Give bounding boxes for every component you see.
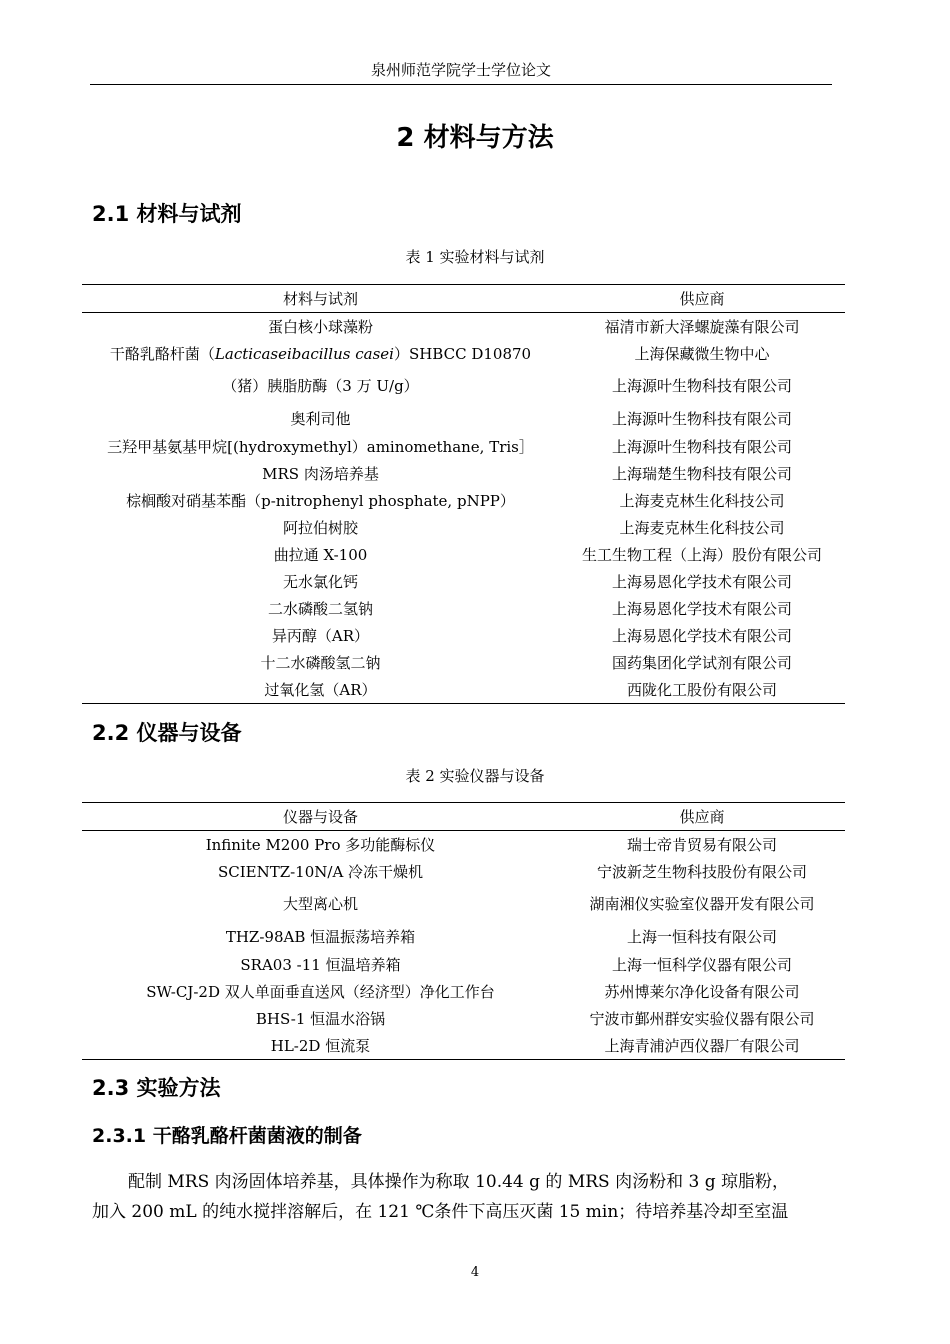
cell-item: 棕榈酸对硝基苯酯（p-nitrophenyl phosphate, pNPP）: [126, 491, 515, 510]
table-row: [82, 340, 845, 367]
cell-item: [82, 340, 559, 367]
cell-supplier: 生工生物工程（上海）股份有限公司: [581, 545, 822, 564]
cell-supplier: 国药集团化学试剂有限公司: [611, 653, 792, 672]
cell-item: 曲拉通 X-100: [273, 545, 368, 564]
cell-supplier: 上海易恩化学技术有限公司: [611, 572, 792, 591]
cell-supplier: 上海保藏微生物中心: [634, 344, 770, 363]
page-number: 4: [470, 1265, 480, 1280]
table-row: [82, 1005, 845, 1032]
table-row: [82, 405, 845, 433]
cell-supplier: 宁波市鄞州群安实验仪器有限公司: [589, 1009, 815, 1028]
subsection-heading-culture-prep: 2.3.1 干酪乳酪杆菌菌液的制备: [92, 1125, 362, 1147]
cell-supplier: 苏州博莱尔净化设备有限公司: [604, 982, 800, 1001]
cell-supplier: 上海青浦泸西仪器厂有限公司: [604, 1036, 800, 1055]
section-heading-materials: 2.1 材料与试剂: [92, 202, 242, 226]
cell-item: 二水磷酸二氢钠: [267, 599, 373, 618]
cell-item: THZ-98AB 恒温振荡培养箱: [225, 928, 416, 946]
cell-item: 过氧化氢（AR）: [264, 680, 377, 699]
cell-item: 三羟甲基氨基甲烷[(hydroxymethyl）aminomethane, Tris］: [107, 437, 534, 456]
cell-item: HL-2D 恒流泵: [270, 1036, 371, 1055]
section-heading-methods: 2.3 实验方法: [92, 1076, 221, 1100]
species-name: Lacticaseibacillus casei: [214, 344, 394, 363]
table-2-header-supplier: 供应商: [679, 808, 725, 826]
cell-item: SW-CJ-2D 双人单面垂直送风（经济型）净化工作台: [146, 982, 495, 1001]
body-paragraph: [92, 1167, 837, 1227]
cell-supplier: 上海易恩化学技术有限公司: [611, 599, 792, 618]
table-row: [82, 568, 845, 595]
table-row: [82, 978, 845, 1005]
running-header: 泉州师范学院学士学位论文: [90, 60, 832, 85]
table-row: [82, 885, 845, 923]
paragraph-line-2: 加入 200 mL 的纯水搅拌溶解后，在 121 ℃条件下高压灭菌 15 min；待培养基冷却至室温: [92, 1202, 789, 1222]
table-row: [82, 460, 845, 487]
table-1-header-item: 材料与试剂: [282, 290, 358, 308]
table-row: [82, 923, 845, 951]
cell-supplier: 上海麦克林生化科技公司: [619, 518, 785, 537]
cell-supplier: 上海瑞楚生物科技有限公司: [611, 464, 792, 483]
cell-item: SRA03 -11 恒温培养箱: [240, 955, 401, 974]
cell-supplier: 西陇化工股份有限公司: [626, 680, 777, 699]
cell-supplier: 宁波新芝生物科技股份有限公司: [596, 862, 807, 881]
cell-item: 无水氯化钙: [282, 572, 358, 591]
cell-item: 异丙醇（AR）: [271, 626, 370, 645]
cell-item: 阿拉伯树胶: [282, 518, 358, 537]
cell-supplier: 上海源叶生物科技有限公司: [611, 410, 792, 428]
table-row: [82, 649, 845, 676]
paragraph-line-1: 配制 MRS 肉汤固体培养基，具体操作为称取 10.44 g 的 MRS 肉汤粉和 3 g 琼脂粉，: [128, 1172, 789, 1192]
table-1-header-supplier: 供应商: [679, 290, 725, 308]
table-row: [82, 433, 845, 460]
table-1-caption: 表 1 实验材料与试剂: [405, 248, 545, 266]
cell-item: （猪）胰脂肪酶（3 万 U/g）: [222, 377, 419, 395]
cell-supplier: 上海麦克林生化科技公司: [619, 491, 785, 510]
table-2-header-item: 仪器与设备: [282, 808, 358, 826]
table-row: [82, 951, 845, 978]
section-heading-instruments: 2.2 仪器与设备: [92, 721, 242, 745]
table-row: [82, 676, 845, 704]
table-row: [82, 514, 845, 541]
cell-supplier: 上海源叶生物科技有限公司: [611, 437, 792, 456]
cell-item-prefix: 干酪乳酪杆菌（: [109, 344, 215, 363]
table-row: [82, 858, 845, 885]
cell-supplier: 湖南湘仪实验室仪器开发有限公司: [589, 895, 815, 913]
cell-item: 奥利司他: [290, 410, 351, 428]
cell-item: SCIENTZ-10N/A 冷冻干燥机: [217, 862, 424, 881]
table-row: [82, 622, 845, 649]
table-row: [82, 541, 845, 568]
cell-item-suffix: ）SHBCC D10870: [393, 344, 532, 363]
cell-supplier: 福清市新大泽螺旋藻有限公司: [604, 317, 800, 336]
table-row: [82, 487, 845, 514]
cell-item: 十二水磷酸氢二钠: [260, 653, 381, 672]
table-row: [82, 1032, 845, 1060]
table-1-materials: [82, 284, 845, 704]
cell-item: 蛋白核小球藻粉: [267, 317, 373, 336]
cell-supplier: 上海一恒科学仪器有限公司: [611, 955, 792, 974]
table-row: [82, 313, 845, 340]
cell-supplier: 瑞士帝肯贸易有限公司: [626, 835, 777, 854]
table-row: [82, 595, 845, 622]
cell-supplier: 上海一恒科技有限公司: [626, 928, 777, 946]
cell-item: MRS 肉汤培养基: [262, 464, 379, 483]
cell-item: Infinite M200 Pro 多功能酶标仪: [205, 835, 436, 854]
cell-item: BHS-1 恒温水浴锅: [255, 1009, 386, 1028]
cell-item: 大型离心机: [282, 895, 358, 913]
table-row: [82, 831, 845, 858]
cell-supplier: 上海易恩化学技术有限公司: [611, 626, 792, 645]
cell-supplier: 上海源叶生物科技有限公司: [611, 377, 792, 395]
table-2-instruments: [82, 802, 845, 1060]
table-2-caption: 表 2 实验仪器与设备: [405, 767, 545, 785]
table-row: [82, 367, 845, 405]
chapter-title: 2 材料与方法: [396, 123, 554, 153]
